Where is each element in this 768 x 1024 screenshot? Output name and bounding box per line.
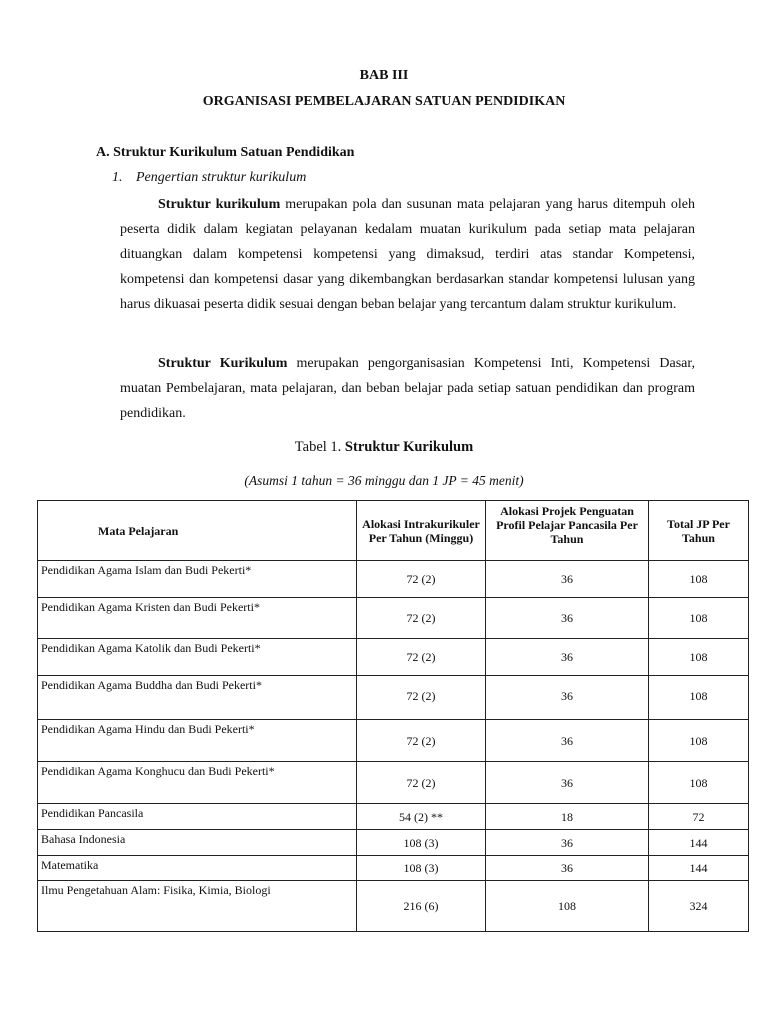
row-total: 108 <box>649 762 749 804</box>
row-subject: Pendidikan Agama Islam dan Budi Pekerti* <box>38 561 357 598</box>
table-caption-title: Struktur Kurikulum <box>344 439 474 455</box>
row-projek: 36 <box>486 561 649 598</box>
row-projek: 36 <box>486 598 649 639</box>
row-intrakurikuler: 72 (2) <box>357 762 486 804</box>
row-total: 72 <box>649 804 749 830</box>
chapter-label: BAB III <box>359 68 409 83</box>
table-row <box>38 639 749 676</box>
row-intrakurikuler: 216 (6) <box>357 881 486 932</box>
header-intrakurikuler: Alokasi Intrakurikuler Per Tahun (Minggu) <box>357 501 486 561</box>
paragraph-2 <box>120 351 695 426</box>
row-subject: Matematika <box>38 856 357 881</box>
row-projek: 18 <box>486 804 649 830</box>
row-intrakurikuler: 72 (2) <box>357 561 486 598</box>
paragraph-1-lead: Struktur kurikulum <box>158 197 281 212</box>
section-a-title: A. Struktur Kurikulum Satuan Pendidikan <box>96 145 355 160</box>
table-note: (Asumsi 1 tahun = 36 minggu dan 1 JP = 45 menit) <box>244 473 524 488</box>
row-intrakurikuler: 108 (3) <box>357 830 486 856</box>
table-caption <box>0 439 768 456</box>
subsection-number: 1. <box>112 170 123 185</box>
row-total: 108 <box>649 561 749 598</box>
row-total: 324 <box>649 881 749 932</box>
row-total: 108 <box>649 598 749 639</box>
table-row <box>38 881 749 932</box>
row-subject: Pendidikan Pancasila <box>38 804 357 830</box>
row-intrakurikuler: 72 (2) <box>357 720 486 762</box>
subsection-label: Pengertian struktur kurikulum <box>136 170 307 185</box>
table-row <box>38 762 749 804</box>
row-total: 108 <box>649 676 749 720</box>
row-projek: 36 <box>486 830 649 856</box>
table-row <box>38 720 749 762</box>
table-row <box>38 561 749 598</box>
row-subject: Ilmu Pengetahuan Alam: Fisika, Kimia, Biologi <box>38 881 357 932</box>
table-row <box>38 856 749 881</box>
subsection-1-title <box>112 170 306 186</box>
header-mata-pelajaran: Mata Pelajaran <box>38 501 357 561</box>
row-subject: Pendidikan Agama Kristen dan Budi Pekerti* <box>38 598 357 639</box>
chapter-title: ORGANISASI PEMBELAJARAN SATUAN PENDIDIKAN <box>202 94 566 109</box>
table-row <box>38 830 749 856</box>
paragraph-2-lead: Struktur Kurikulum <box>158 356 288 371</box>
row-projek: 36 <box>486 762 649 804</box>
header-total-jp: Total JP Per Tahun <box>649 501 749 561</box>
row-intrakurikuler: 72 (2) <box>357 598 486 639</box>
table-row <box>38 804 749 830</box>
row-projek: 36 <box>486 676 649 720</box>
row-total: 144 <box>649 830 749 856</box>
table-row <box>38 598 749 639</box>
row-projek: 36 <box>486 639 649 676</box>
row-total: 108 <box>649 720 749 762</box>
row-intrakurikuler: 54 (2) ** <box>357 804 486 830</box>
row-subject: Bahasa Indonesia <box>38 830 357 856</box>
paragraph-2-text: merupakan pengorganisasian Kompetensi Inti, Kompetensi Dasar, muatan Pembelajaran, mata pelajaran, dan beban belajar pada setiap satuan pendidikan dan program pendidikan. <box>120 356 695 421</box>
header-projek: Alokasi Projek Penguatan Profil Pelajar Pancasila Per Tahun <box>486 501 649 561</box>
row-total: 144 <box>649 856 749 881</box>
row-subject: Pendidikan Agama Hindu dan Budi Pekerti* <box>38 720 357 762</box>
row-intrakurikuler: 108 (3) <box>357 856 486 881</box>
row-projek: 36 <box>486 856 649 881</box>
paragraph-1 <box>120 192 695 317</box>
table-caption-prefix: Tabel 1. <box>294 439 342 455</box>
curriculum-table <box>37 500 749 932</box>
row-total: 108 <box>649 639 749 676</box>
row-subject: Pendidikan Agama Buddha dan Budi Pekerti* <box>38 676 357 720</box>
row-subject: Pendidikan Agama Katolik dan Budi Pekerti* <box>38 639 357 676</box>
table-header-row <box>38 501 749 561</box>
paragraph-1-text: merupakan pola dan susunan mata pelajaran yang harus ditempuh oleh peserta didik dalam kegiatan pelayanan kedalam muatan kurikulum pada setiap mata pelajaran dituangkan dalam kompetensi kompetensi yang dimaksud, terdiri atas standar Kompetensi, kompetensi dan kompetensi dasar yang dikembangkan berdasarkan standar kompetensi lulusan yang harus dikuasai peserta didik sesuai dengan beban belajar yang tercantum dalam struktur kurikulum. <box>120 197 695 312</box>
row-projek: 108 <box>486 881 649 932</box>
row-intrakurikuler: 72 (2) <box>357 639 486 676</box>
row-projek: 36 <box>486 720 649 762</box>
table-row <box>38 676 749 720</box>
row-intrakurikuler: 72 (2) <box>357 676 486 720</box>
row-subject: Pendidikan Agama Konghucu dan Budi Pekerti* <box>38 762 357 804</box>
